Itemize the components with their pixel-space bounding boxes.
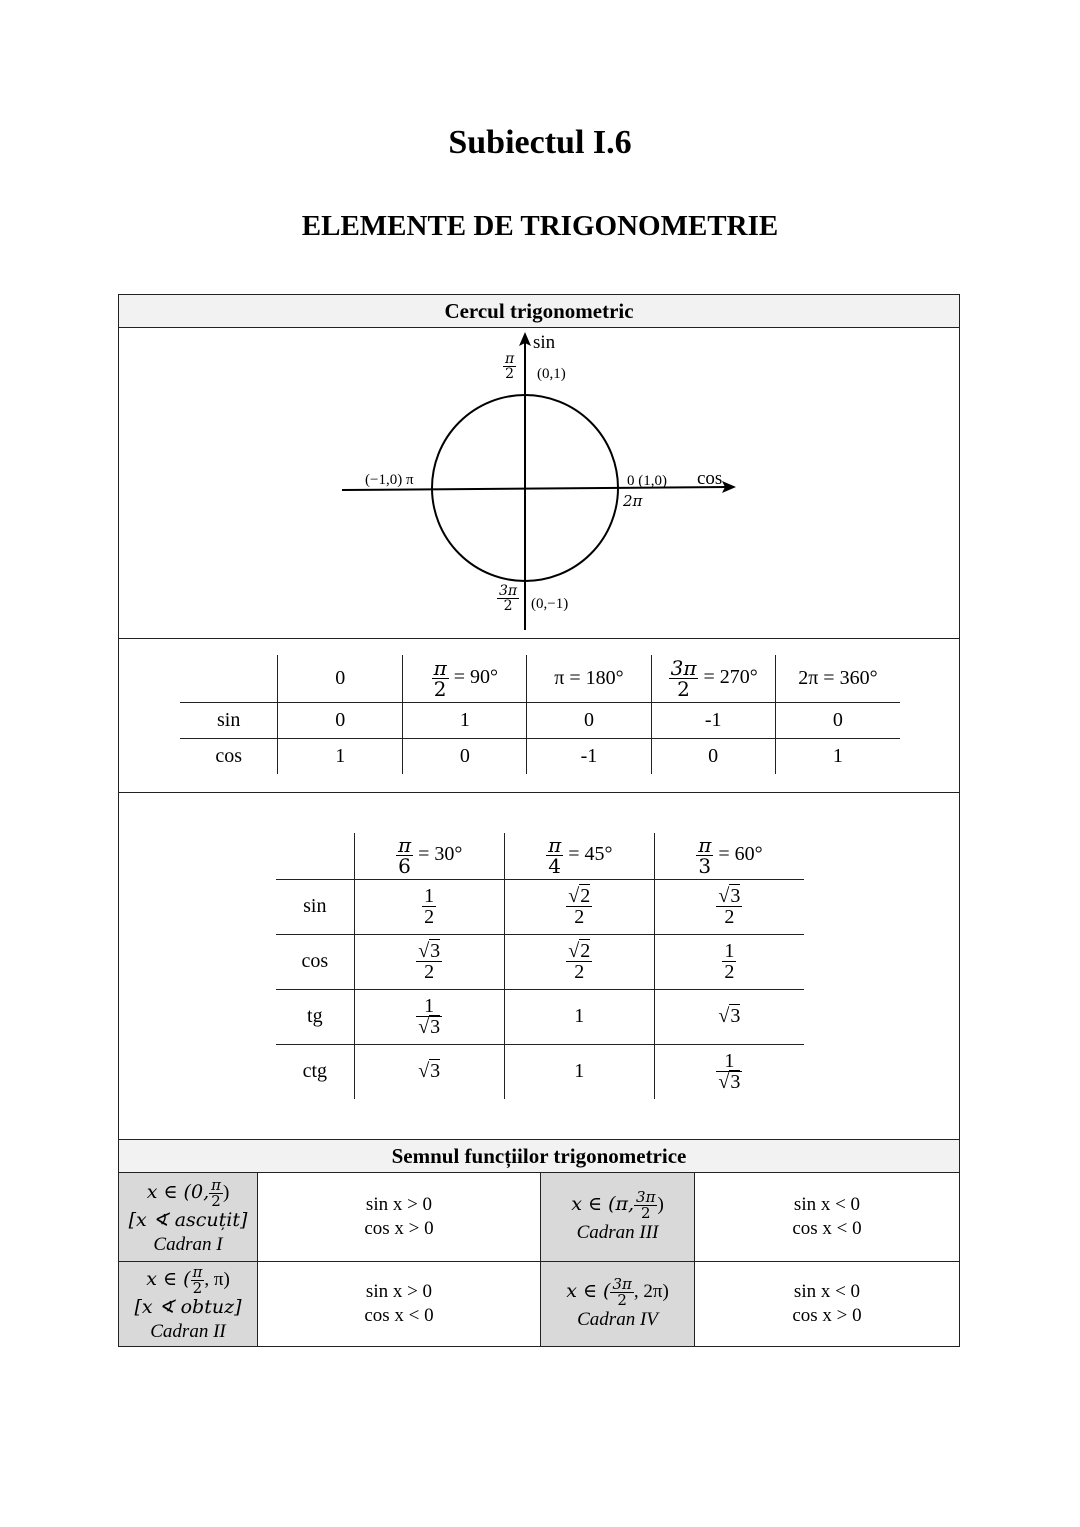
table-cell: 1 [504,989,654,1044]
row-label: tg [276,989,354,1044]
header-cell: $\frac{3\pi}{2}$ = 270° [651,655,775,702]
row-label: ctg [302,1060,328,1083]
quadrant-1-signs: sin x > 0 cos x > 0 [257,1173,540,1261]
special-angles-table [276,833,804,1099]
table-cell: 1 [278,738,403,774]
header-cell: $\frac{\pi}{6}$ = 30° [354,833,504,879]
table-header-row [180,655,900,702]
point-minus1-0: (−1,0) π [365,472,414,488]
content-frame [118,294,960,1347]
table-cell: 1 [403,702,527,738]
axis-cos-label: cos [697,468,723,489]
angle-3pi-half: 3π 2 [499,583,518,614]
table-cell: $\frac{1}{√3}$ [654,1044,804,1099]
row-label: sin [180,702,278,738]
quadrant-3-signs: sin x < 0 cos x < 0 [694,1173,959,1261]
quadrant-4-interval: x ∈ ( $\frac{3\pi}{2}$ , 2π) Cadran IV [540,1261,694,1346]
quadrant-2-interval: x ∈ ( $\frac{\pi}{2}$ , π) [x ∢ obtuz] Cadran II [119,1261,257,1346]
table-cell: $\frac{√3}{2}$ [654,879,804,934]
angle-2pi: 2π [623,492,643,510]
point-0-1: (0,1) [537,366,566,382]
header-cell: $\frac{\pi}{4}$ = 45° [504,833,654,879]
table-header-row [276,833,804,879]
table-cell: -1 [527,738,651,774]
header-cell: $\frac{\pi}{2}$ = 90° [403,655,527,702]
header-cell: 2π = 360° [775,655,900,702]
row-label: cos [276,934,354,989]
row-label: cos [215,744,242,767]
table-row [276,989,804,1044]
table-cell: $\frac{1}{2}$ [654,934,804,989]
table-cell: $\frac{√2}{2}$ [504,934,654,989]
divider [119,638,959,639]
sign-section-title: Semnul funcțiilor trigonometrice [119,1139,959,1173]
table-row [276,879,804,934]
quadrant-4-signs: sin x < 0 cos x > 0 [694,1261,959,1346]
table-cell: 0 [775,702,900,738]
table-cell: $\frac{√3}{2}$ [354,934,504,989]
table-cell: $\frac{1}{2}$ [354,879,504,934]
table-row [180,738,900,774]
header-cell: 0 [278,655,403,702]
axis-sin-label: sin [533,332,556,353]
table-row [180,702,900,738]
table-cell: 0 [403,738,527,774]
table-cell: 0 [527,702,651,738]
table-cell: $\frac{1}{√3}$ [354,989,504,1044]
table-cell: 0 [278,702,403,738]
document-title: ELEMENTE DE TRIGONOMETRIE [301,210,779,242]
quadrantal-values-table [180,655,900,774]
header-cell: π = 180° [527,655,651,702]
quadrant-2-signs: sin x > 0 cos x < 0 [257,1261,540,1346]
point-1-0: 0 (1,0) [627,473,667,489]
table-cell: 1 [504,1044,654,1099]
table-cell: $\frac{√2}{2}$ [504,879,654,934]
angle-pi-half: π 2 [505,351,515,382]
row-label: sin [276,879,354,934]
table-row [276,934,804,989]
document-subject: Subiectul I.6 [448,124,632,161]
quadrant-1-interval: x ∈ (0, $\frac{\pi}{2}$ ) [x ∢ ascuțit] Cadran I [119,1173,257,1261]
table-cell: 1 [775,738,900,774]
table-cell: √3 [354,1044,504,1099]
table-cell: -1 [651,702,775,738]
circle-section-title: Cercul trigonometric [119,295,959,328]
point-0-minus1: (0,−1) [531,596,569,612]
trig-circle-diagram [119,328,961,638]
header-cell: $\frac{\pi}{3}$ = 60° [654,833,804,879]
divider [119,792,959,793]
quadrant-3-interval: x ∈ (π, $\frac{3\pi}{2}$ ) Cadran III [540,1173,694,1261]
table-row [276,1044,804,1099]
table-cell: 0 [651,738,775,774]
table-cell: √3 [654,989,804,1044]
